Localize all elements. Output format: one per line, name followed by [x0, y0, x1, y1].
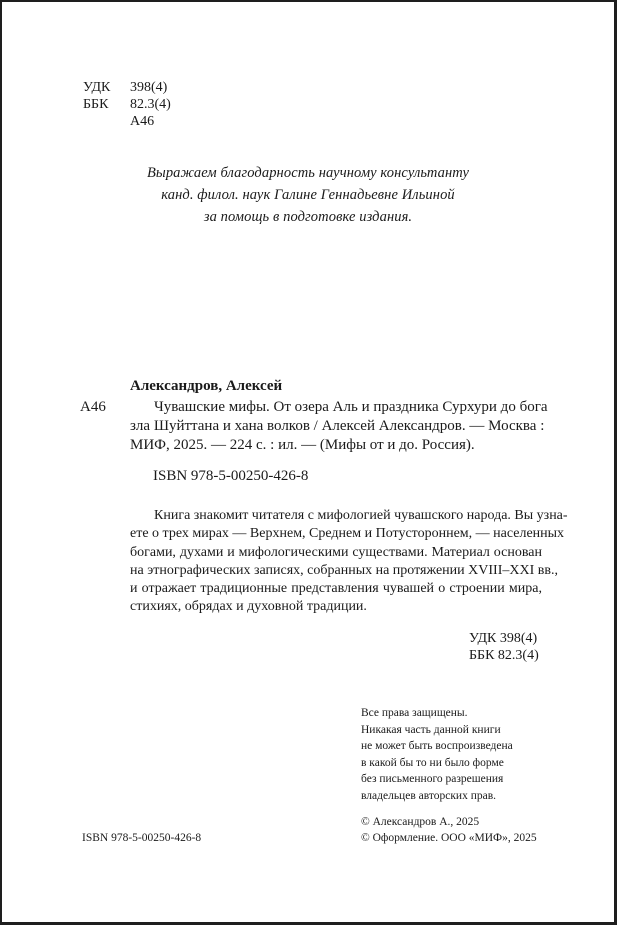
- isbn-record: ISBN 978-5-00250-426-8: [153, 468, 309, 484]
- bbk-code: ББК 82.3(4): [469, 648, 539, 663]
- annotation-line: ете о трех мирах — Верхнем, Среднем и Потустороннем, — населенных: [130, 526, 565, 542]
- udk-code: УДК 398(4): [469, 631, 538, 646]
- classification-codes-top: [83, 79, 171, 130]
- copyright-line: © Александров А., 2025: [361, 816, 480, 828]
- rights-line: Все права защищены.: [361, 707, 468, 719]
- bib-line: МИФ, 2025. — 224 с. : ил. — (Мифы от и до. Россия).: [130, 437, 475, 453]
- bbk-row: [83, 96, 171, 113]
- rights-line: не может быть воспроизведена: [361, 740, 513, 752]
- copyright-notice: [361, 814, 537, 846]
- annotation-line: и отражает традиционные представления чувашей о строении мира,: [130, 581, 542, 597]
- rights-line: владельцев авторских прав.: [361, 789, 497, 802]
- acknowledgement: [2, 162, 614, 228]
- bbk-value: 82.3(4): [130, 97, 171, 112]
- classification-codes-bottom: [469, 630, 539, 664]
- record-author-mark: А46: [80, 399, 106, 415]
- copyright-line: © Оформление. ООО «МИФ», 2025: [361, 832, 537, 844]
- udk-value: 398(4): [130, 80, 168, 95]
- bibliographic-description: [130, 398, 548, 455]
- author-mark: А46: [130, 114, 155, 129]
- isbn-footer: ISBN 978-5-00250-426-8: [82, 832, 202, 844]
- author-heading: Александров, Алексей: [130, 378, 283, 394]
- ack-line: Выражаем благодарность научному консультанту: [146, 165, 470, 181]
- annotation-line: стихиях, обрядах и духовной традиции.: [130, 599, 367, 615]
- udk-label: УДК: [83, 80, 111, 95]
- annotation-line: Книга знакомит читателя с мифологией чувашского народа. Вы узна-: [154, 508, 568, 523]
- bib-line: зла Шуйттана и хана волков / Алексей Александров. — Москва :: [130, 418, 545, 434]
- imprint-page: [2, 2, 614, 922]
- bib-line: Чувашские мифы. От озера Аль и праздника Сурхури до бога: [154, 399, 548, 415]
- ack-line: канд. филол. наук Галине Геннадьевне Ильиной: [161, 187, 455, 203]
- udk-row: [83, 79, 171, 96]
- rights-notice: [361, 705, 513, 804]
- author-mark-row: [83, 113, 171, 130]
- annotation: [130, 507, 568, 617]
- rights-line: в какой бы то ни было форме: [361, 756, 504, 769]
- ack-line: за помощь в подготовке издания.: [203, 209, 413, 225]
- annotation-line: на этнографических записях, собранных на протяжении XVIII–XXI вв.,: [130, 562, 558, 578]
- bbk-label: ББК: [83, 97, 109, 112]
- annotation-line: богами, духами и мифологическими существами. Материал основан: [130, 544, 542, 560]
- rights-line: Никакая часть данной книги: [361, 723, 501, 736]
- rights-line: без письменного разрешения: [361, 773, 504, 785]
